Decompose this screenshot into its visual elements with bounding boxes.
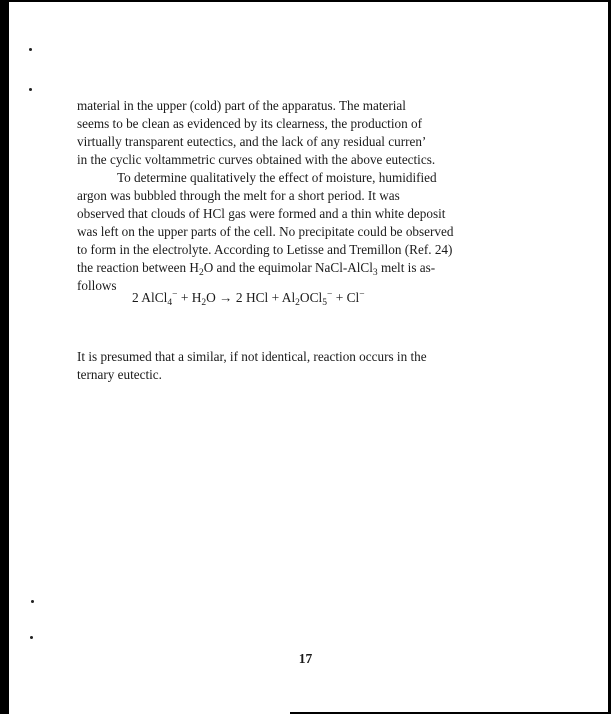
closing-line: It is presumed that a similar, if not identical, reaction occurs in the <box>77 349 427 364</box>
paragraph-2-line: To determine qualitatively the effect of moisture, humidified <box>117 170 437 185</box>
scan-left-edge <box>0 0 9 714</box>
paragraph-2-line: argon was bubbled through the melt for a short period. It was <box>77 188 400 203</box>
closing-line: ternary eutectic. <box>77 367 162 382</box>
subscript: 5 <box>322 298 327 308</box>
text-run: O and the equimolar NaCl-AlCl <box>203 260 373 275</box>
paragraph-2-line: observed that clouds of HCl gas were formed and a thin white deposit <box>77 206 446 221</box>
paragraph-1-line: seems to be clean as evidenced by its clearness, the production of <box>77 116 422 131</box>
paragraph-2-line: follows <box>77 278 117 293</box>
body-text <box>77 97 549 295</box>
scan-top-edge <box>0 0 611 2</box>
paragraph-1-line: material in the upper (cold) part of the apparatus. The material <box>77 98 406 113</box>
reaction-equation <box>132 290 365 306</box>
text-run: the reaction between H <box>77 260 199 275</box>
equation-term: 2 AlCl <box>132 290 168 305</box>
equation-term: + H <box>177 290 202 305</box>
subscript: 3 <box>372 268 378 278</box>
scan-speck <box>31 600 34 603</box>
paragraph-2-line-formula <box>77 259 549 277</box>
paragraph-1-line: virtually transparent eutectics, and the lack of any residual curren’ <box>77 134 427 149</box>
equation-term: OCl <box>299 290 323 305</box>
superscript: − <box>327 290 333 300</box>
text-run: melt is as- <box>377 260 436 275</box>
equation-term: + Cl <box>332 290 360 305</box>
closing-paragraph <box>77 348 549 384</box>
subscript: 2 <box>295 298 300 308</box>
subscript: 4 <box>167 298 173 308</box>
scan-speck <box>29 88 32 91</box>
subscript: 2 <box>201 298 207 308</box>
superscript: − <box>172 290 178 300</box>
paragraph-2-line: to form in the electrolyte. According to Letisse and Tremillon (Ref. 24) <box>77 242 453 257</box>
scan-speck <box>29 48 32 51</box>
subscript: 2 <box>198 268 204 278</box>
equation-term: O → 2 HCl + Al <box>206 290 296 305</box>
paragraph-2-line: was left on the upper parts of the cell. No precipitate could be observed <box>77 224 454 239</box>
page-number: 17 <box>298 651 313 666</box>
paragraph-1-line: in the cyclic voltammetric curves obtained with the above eutectics. <box>77 152 436 167</box>
scan-speck <box>30 636 33 639</box>
superscript: − <box>359 290 365 300</box>
